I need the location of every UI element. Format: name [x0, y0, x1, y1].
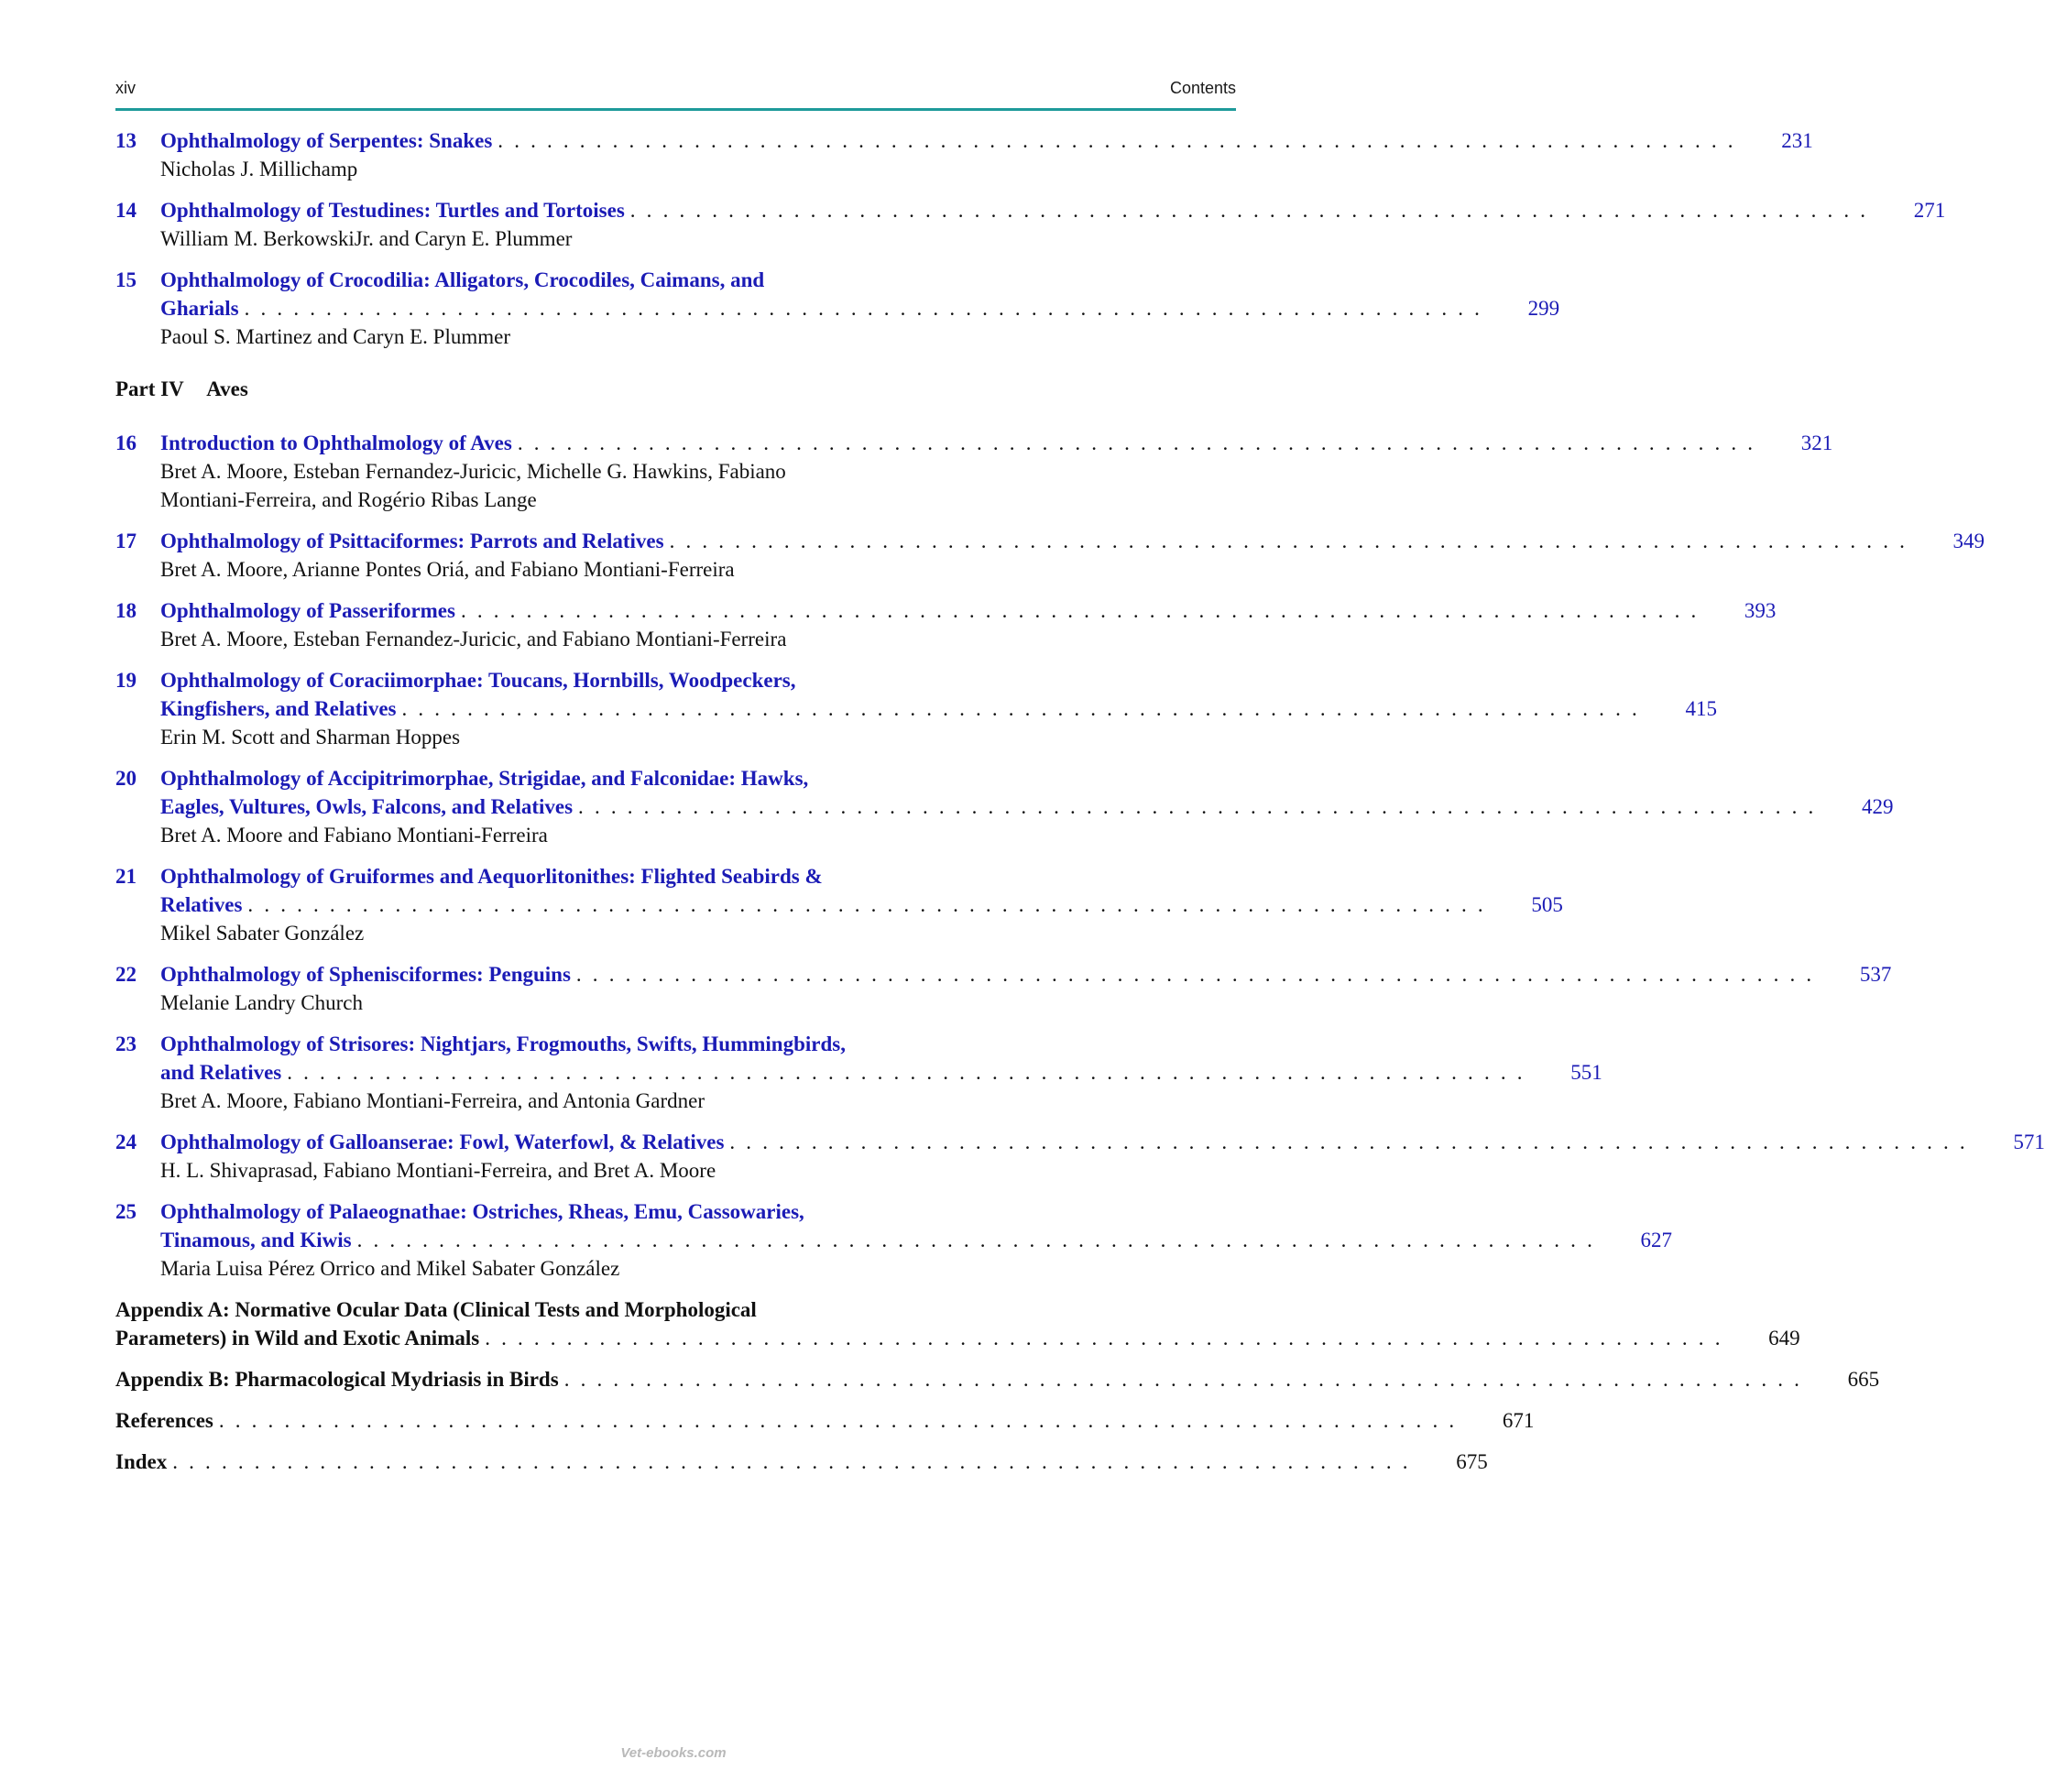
chapter-title-link[interactable]: Eagles, Vultures, Owls, Falcons, and Relatives — [160, 795, 574, 818]
toc-entry — [115, 429, 1833, 514]
title-line — [160, 294, 1560, 322]
page-number-link[interactable]: 299 — [1527, 297, 1560, 320]
dot-leader: . . . . . . . . . . . . . . . . . . . . . . . . . . . . . . . . . . . . . . . . . . . . . . . . . . . . . . . . . . . . . . . . . . . . . . . . . . . . — [563, 1368, 1803, 1391]
header-rule — [115, 108, 1236, 111]
chapter-number[interactable]: 21 — [115, 865, 137, 888]
chapter-title-link[interactable]: Ophthalmology of Accipitrimorphae, Strigidae, and Falconidae: Hawks, — [160, 767, 809, 790]
chapter-authors: Melanie Landry Church — [160, 991, 363, 1014]
dot-leader: . . . . . . . . . . . . . . . . . . . . . . . . . . . . . . . . . . . . . . . . . . . . . . . . . . . . . . . . . . . . . . . . . . . . . . . . . . . . — [287, 1061, 1526, 1084]
chapter-authors: Maria Luisa Pérez Orrico and Mikel Sabater González — [160, 1257, 620, 1280]
title-line — [160, 429, 1833, 457]
back-matter-entry — [115, 1406, 1535, 1435]
dot-leader: . . . . . . . . . . . . . . . . . . . . . . . . . . . . . . . . . . . . . . . . . . . . . . . . . . . . . . . . . . . . . . . . . . . . . . . . . . . . — [244, 297, 1483, 320]
toc-entry — [115, 764, 1894, 849]
entry-body — [160, 862, 1563, 947]
toc-entry — [115, 1197, 1673, 1283]
page-number-link[interactable]: 551 — [1570, 1061, 1602, 1084]
toc-entry — [115, 960, 1892, 1017]
chapter-title-link[interactable]: Introduction to Ophthalmology of Aves — [160, 432, 512, 454]
dot-leader: . . . . . . . . . . . . . . . . . . . . . . . . . . . . . . . . . . . . . . . . . . . . . . . . . . . . . . . . . . . . . . . . . . . . . . . . . . . . — [247, 893, 1486, 916]
chapter-title-link[interactable]: Ophthalmology of Gruiformes and Aequorlitonithes: Flighted Seabirds & — [160, 865, 823, 888]
entry-body — [160, 429, 1833, 514]
title-line — [160, 792, 1894, 821]
title-line — [160, 764, 968, 792]
entry-body — [160, 1030, 1602, 1115]
toc-entry — [115, 527, 1985, 584]
title-line — [160, 1058, 1602, 1087]
chapter-number[interactable]: 22 — [115, 963, 137, 986]
entry-title: Appendix A: Normative Ocular Data (Clinical Tests and Morphological — [115, 1298, 757, 1321]
entry-title: Index — [115, 1450, 168, 1473]
title-line — [160, 862, 968, 891]
entry-body — [160, 666, 1717, 751]
title-line — [160, 527, 1985, 555]
title-line — [160, 126, 1813, 155]
dot-leader: . . . . . . . . . . . . . . . . . . . . . . . . . . . . . . . . . . . . . . . . . . . . . . . . . . . . . . . . . . . . . . . . . . . . . . . . . . . . — [578, 795, 1817, 818]
page-number: xiv — [115, 79, 136, 97]
back-matter-list — [115, 1295, 1880, 1476]
chapter-title-link[interactable]: Ophthalmology of Palaeognathae: Ostriches, Rheas, Emu, Cassowaries, — [160, 1200, 804, 1223]
title-line — [160, 596, 1777, 625]
dot-leader: . . . . . . . . . . . . . . . . . . . . . . . . . . . . . . . . . . . . . . . . . . . . . . . . . . . . . . . . . . . . . . . . . . . . . . . . . . . . — [218, 1409, 1458, 1432]
title-line — [160, 666, 968, 694]
chapter-title-link[interactable]: and Relatives — [160, 1061, 282, 1084]
watermark-logo: Vet-ebooks.com — [620, 1745, 727, 1761]
page-number: 649 — [1768, 1327, 1800, 1349]
chapter-authors: H. L. Shivaprasad, Fabiano Montiani-Ferreira, and Bret A. Moore — [160, 1159, 716, 1182]
toc-entry — [115, 862, 1563, 947]
chapter-number[interactable]: 18 — [115, 599, 137, 622]
page-number-link[interactable]: 429 — [1862, 795, 1894, 818]
chapter-number[interactable]: 16 — [115, 432, 137, 454]
dot-leader: . . . . . . . . . . . . . . . . . . . . . . . . . . . . . . . . . . . . . . . . . . . . . . . . . . . . . . . . . . . . . . . . . . . . . . . . . . . . — [575, 963, 1815, 986]
part-label: Part IV — [115, 377, 184, 400]
page-number-link[interactable]: 393 — [1744, 599, 1777, 622]
chapter-title-link[interactable]: Ophthalmology of Passeriformes — [160, 599, 455, 622]
dot-leader: . . . . . . . . . . . . . . . . . . . . . . . . . . . . . . . . . . . . . . . . . . . . . . . . . . . . . . . . . . . . . . . . . . . . . . . . . . . . — [729, 1131, 1968, 1153]
entry-title: References — [115, 1409, 213, 1432]
page-number: 665 — [1847, 1368, 1880, 1391]
dot-leader: . . . . . . . . . . . . . . . . . . . . . . . . . . . . . . . . . . . . . . . . . . . . . . . . . . . . . . . . . . . . . . . . . . . . . . . . . . . . — [485, 1327, 1723, 1349]
toc-entry — [115, 196, 1946, 253]
chapter-title-link[interactable]: Ophthalmology of Coraciimorphae: Toucans, Hornbills, Woodpeckers, — [160, 669, 796, 692]
page-number-link[interactable]: 627 — [1640, 1229, 1673, 1251]
title-line — [160, 1128, 2045, 1156]
chapter-list-part-3 — [115, 126, 1946, 351]
chapter-authors: Bret A. Moore and Fabiano Montiani-Ferreira — [160, 824, 548, 847]
page-number-link[interactable]: 349 — [1952, 530, 1985, 552]
toc-entry — [115, 126, 1813, 183]
page-number-link[interactable]: 571 — [2013, 1131, 2045, 1153]
title-line — [115, 1448, 1488, 1476]
chapter-list-part-4 — [115, 429, 2045, 1283]
entry-body — [160, 764, 1894, 849]
entry-title: Appendix B: Pharmacological Mydriasis in Birds — [115, 1368, 559, 1391]
chapter-title-link[interactable]: Kingfishers, and Relatives — [160, 697, 397, 720]
chapter-number[interactable]: 23 — [115, 1033, 137, 1055]
chapter-title-link[interactable]: Ophthalmology of Testudines: Turtles and Tortoises — [160, 199, 625, 222]
entry-body — [160, 960, 1892, 1017]
chapter-title-link[interactable]: Tinamous, and Kiwis — [160, 1229, 352, 1251]
title-line — [160, 960, 1892, 989]
chapter-title-link[interactable]: Ophthalmology of Serpentes: Snakes — [160, 129, 493, 152]
chapter-number[interactable]: 20 — [115, 767, 137, 790]
back-matter-entry — [115, 1448, 1488, 1476]
page-number-link[interactable]: 505 — [1531, 893, 1563, 916]
title-line — [160, 1030, 968, 1058]
chapter-title-link[interactable]: Ophthalmology of Psittaciformes: Parrots and Relatives — [160, 530, 664, 552]
title-line — [115, 1324, 1800, 1352]
chapter-number[interactable]: 14 — [115, 199, 137, 222]
title-line — [115, 1406, 1535, 1435]
chapter-title-link[interactable]: Relatives — [160, 893, 243, 916]
entry-body — [160, 126, 1813, 183]
back-matter-entry — [115, 1295, 1800, 1352]
title-line — [160, 1197, 968, 1226]
toc-entry — [115, 1128, 2045, 1185]
toc-entry — [115, 1030, 1602, 1115]
chapter-number[interactable]: 13 — [115, 129, 137, 152]
page-number: 675 — [1456, 1450, 1488, 1473]
chapter-authors: Paoul S. Martinez and Caryn E. Plummer — [160, 325, 510, 348]
chapter-title-link[interactable]: Gharials — [160, 297, 239, 320]
toc-entry — [115, 266, 1560, 351]
running-header-title: Contents — [1169, 79, 1236, 97]
title-line — [160, 891, 1563, 919]
dot-leader: . . . . . . . . . . . . . . . . . . . . . . . . . . . . . . . . . . . . . . . . . . . . . . . . . . . . . . . . . . . . . . . . . . . . . . . . . . . . — [629, 199, 1869, 222]
running-header — [115, 79, 1236, 104]
dot-leader: . . . . . . . . . . . . . . . . . . . . . . . . . . . . . . . . . . . . . . . . . . . . . . . . . . . . . . . . . . . . . . . . . . . . . . . . . . . . — [517, 432, 1756, 454]
chapter-title-link[interactable]: Ophthalmology of Strisores: Nightjars, Frogmouths, Swifts, Hummingbirds, — [160, 1033, 846, 1055]
chapter-authors: William M. BerkowskiJr. and Caryn E. Plummer — [160, 227, 573, 250]
chapter-title-link[interactable]: Ophthalmology of Sphenisciformes: Penguins — [160, 963, 571, 986]
entry-title: Parameters) in Wild and Exotic Animals — [115, 1327, 480, 1349]
title-line — [115, 1365, 1880, 1393]
entry-body — [160, 1197, 1673, 1283]
page-number: 671 — [1502, 1409, 1535, 1432]
chapter-number[interactable]: 25 — [115, 1200, 137, 1223]
dot-leader: . . . . . . . . . . . . . . . . . . . . . . . . . . . . . . . . . . . . . . . . . . . . . . . . . . . . . . . . . . . . . . . . . . . . . . . . . . . . — [172, 1450, 1411, 1473]
title-line — [115, 1295, 968, 1324]
dot-leader: . . . . . . . . . . . . . . . . . . . . . . . . . . . . . . . . . . . . . . . . . . . . . . . . . . . . . . . . . . . . . . . . . . . . . . . . . . . . — [356, 1229, 1596, 1251]
dot-leader: . . . . . . . . . . . . . . . . . . . . . . . . . . . . . . . . . . . . . . . . . . . . . . . . . . . . . . . . . . . . . . . . . . . . . . . . . . . . — [401, 697, 1640, 720]
chapter-authors: Nicholas J. Millichamp — [160, 158, 358, 180]
chapter-authors: Bret A. Moore, Esteban Fernandez-Juricic, and Fabiano Montiani-Ferreira — [160, 628, 787, 650]
entry-body — [160, 596, 1777, 653]
chapter-title-link[interactable]: Ophthalmology of Crocodilia: Alligators, Crocodiles, Caimans, and — [160, 268, 765, 291]
chapter-number[interactable]: 15 — [115, 268, 137, 291]
entry-body — [160, 196, 1946, 253]
page-number-link[interactable]: 321 — [1800, 432, 1833, 454]
part-heading — [115, 375, 968, 403]
chapter-title-link[interactable]: Ophthalmology of Galloanserae: Fowl, Waterfowl, & Relatives — [160, 1131, 725, 1153]
entry-body — [160, 527, 1985, 584]
dot-leader: . . . . . . . . . . . . . . . . . . . . . . . . . . . . . . . . . . . . . . . . . . . . . . . . . . . . . . . . . . . . . . . . . . . . . . . . . . . . — [498, 129, 1736, 152]
table-of-contents — [115, 126, 2045, 1489]
dot-leader: . . . . . . . . . . . . . . . . . . . . . . . . . . . . . . . . . . . . . . . . . . . . . . . . . . . . . . . . . . . . . . . . . . . . . . . . . . . . — [460, 599, 1700, 622]
title-line — [160, 1226, 1673, 1254]
title-line — [160, 266, 968, 294]
chapter-authors: Erin M. Scott and Sharman Hoppes — [160, 726, 461, 748]
title-line — [160, 196, 1946, 224]
toc-entry — [115, 666, 1717, 751]
chapter-authors: Montiani-Ferreira, and Rogério Ribas Lange — [160, 488, 537, 511]
chapter-authors: Bret A. Moore, Fabiano Montiani-Ferreira, and Antonia Gardner — [160, 1089, 705, 1112]
chapter-authors: Bret A. Moore, Arianne Pontes Oriá, and Fabiano Montiani-Ferreira — [160, 558, 735, 581]
chapter-authors: Mikel Sabater González — [160, 922, 365, 945]
title-line — [160, 694, 1717, 723]
chapter-number[interactable]: 17 — [115, 530, 137, 552]
entry-body — [160, 1128, 2045, 1185]
part-name: Aves — [206, 377, 248, 400]
page-number-link[interactable]: 271 — [1913, 199, 1946, 222]
page-number-link[interactable]: 537 — [1859, 963, 1892, 986]
dot-leader: . . . . . . . . . . . . . . . . . . . . . . . . . . . . . . . . . . . . . . . . . . . . . . . . . . . . . . . . . . . . . . . . . . . . . . . . . . . . — [669, 530, 1908, 552]
entry-body — [160, 266, 1560, 351]
chapter-number[interactable]: 19 — [115, 669, 137, 692]
page-number-link[interactable]: 231 — [1781, 129, 1813, 152]
chapter-number[interactable]: 24 — [115, 1131, 137, 1153]
back-matter-entry — [115, 1365, 1880, 1393]
toc-entry — [115, 596, 1777, 653]
page-number-link[interactable]: 415 — [1685, 697, 1717, 720]
chapter-authors: Bret A. Moore, Esteban Fernandez-Juricic, Michelle G. Hawkins, Fabiano — [160, 460, 786, 483]
